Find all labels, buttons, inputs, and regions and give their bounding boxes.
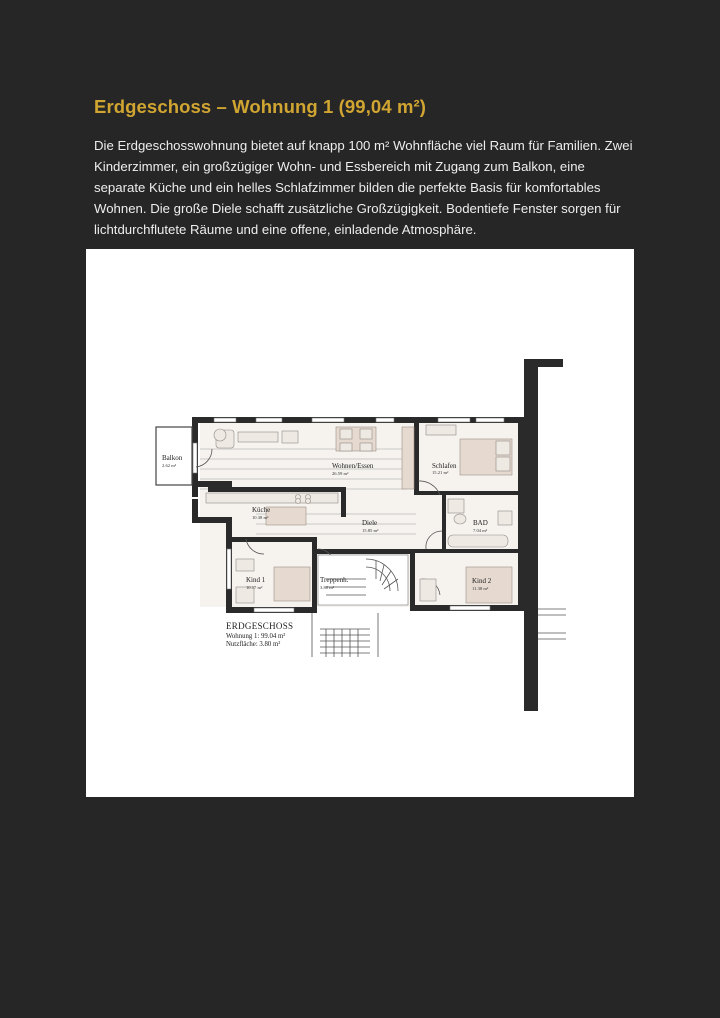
plan-caption-nutzflaeche: Nutzfläche: 3.80 m²	[226, 641, 281, 648]
description-paragraph: Die Erdgeschosswohnung bietet auf knapp 100 m² Wohnfläche viel Raum für Familien. Zwei Kinderzimmer, ein großzügiger Wohn- und Essbereich mit Zugang zum Balkon, eine separate Küche und ein helles Schlafzimmer bilden die perfekte Basis für komfortables Wohnen. Die große Diele schafft zusätzliche Großzügigkeit. Bodentiefe Fenster sorgen für lichtdurchflutete Räume und eine offene, einladende Atmosphäre.	[94, 138, 633, 237]
plan-caption-wohnung: Wohnung 1: 99.04 m²	[226, 633, 286, 640]
room-area-kueche: 10.38 m²	[252, 515, 269, 520]
room-label-schlafen: Schlafen	[432, 462, 457, 470]
room-area-schlafen: 15.21 m²	[432, 470, 449, 475]
room-area-balkon: 2.62 m²	[162, 463, 177, 468]
room-area-treppenhaus: 3.80 m²	[320, 585, 335, 590]
room-area-kind1: 10.17 m²	[246, 585, 263, 590]
page-title: Erdgeschoss – Wohnung 1 (99,04 m²)	[94, 96, 427, 117]
room-area-kind2: 11.38 m²	[472, 586, 489, 591]
room-area-wohnen: 26.59 m²	[332, 471, 349, 476]
floor-plan	[86, 249, 634, 797]
room-label-kueche: Küche	[252, 506, 271, 514]
room-area-diele: 15.85 m²	[362, 528, 379, 533]
room-area-bad: 7.04 m²	[473, 528, 488, 533]
room-label-balkon: Balkon	[162, 454, 183, 462]
room-label-kind2: Kind 2	[472, 577, 492, 585]
floor-plan-drawing	[86, 249, 634, 797]
neighbour-wall	[524, 359, 538, 711]
north-wall	[192, 417, 524, 423]
room-label-treppenhaus: Treppenh.	[320, 576, 349, 584]
room-label-diele: Diele	[362, 519, 378, 527]
room-label-bad: BAD	[473, 519, 488, 527]
room-label-kind1: Kind 1	[246, 576, 266, 584]
room-label-wohnen: Wohnen/Essen	[332, 462, 374, 470]
plan-caption-title: ERDGESCHOSS	[226, 621, 294, 631]
